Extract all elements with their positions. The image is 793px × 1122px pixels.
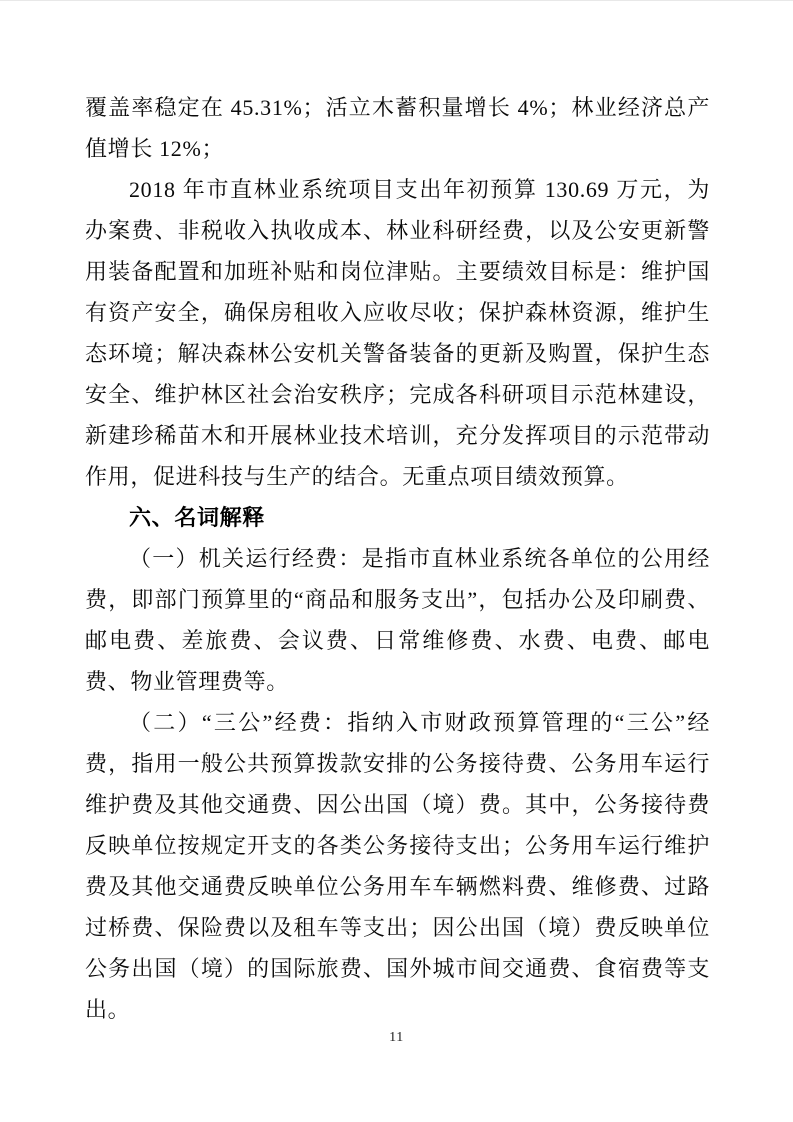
paragraph-project-budget: 2018 年市直林业系统项目支出年初预算 130.69 万元，为办案费、非税收入执收成本、林业科研经费，以及公安更新警用装备配置和加班补贴和岗位津贴。主要绩效目标是：维护国有资产安全，确保房租收入应收尽收；保护森林资源，维护生态环境；解决森林公安机关警备装备的更新及购置，保护生态安全、维护林区社会治安秩序；完成各科研项目示范林建设，新建珍稀苗木和开展林业技术培训，充分发挥项目的示范带动作用，促进科技与生产的结合。无重点项目绩效预算。 (85, 177, 710, 489)
page-number: 11 (389, 1030, 404, 1045)
paragraph-coverage-stats: 覆盖率稳定在 45.31%；活立木蓄积量增长 4%；林业经济总产值增长 12%； (85, 95, 710, 161)
section-heading-glossary: 六、名词解释 (129, 505, 265, 530)
paragraph-term-agency-operating-funds: （一）机关运行经费：是指市直林业系统各单位的公用经费，即部门预算里的“商品和服务支出”，包括办公及印刷费、邮电费、差旅费、会议费、日常维修费、水费、电费、邮电费、物业管理费等。 (85, 546, 710, 694)
paragraph-term-three-public-funds: （二）“三公”经费：指纳入市财政预算管理的“三公”经费，指用一般公共预算拨款安排的公务接待费、公务用车运行维护费及其他交通费、因公出国（境）费。其中，公务接待费反映单位按规定开支的各类公务接待支出；公务用车运行维护费及其他交通费反映单位公务用车车辆燃料费、维修费、过路过桥费、保险费以及租车等支出；因公出国（境）费反映单位公务出国（境）的国际旅费、国外城市间交通费、食宿费等支出。 (85, 710, 710, 1022)
